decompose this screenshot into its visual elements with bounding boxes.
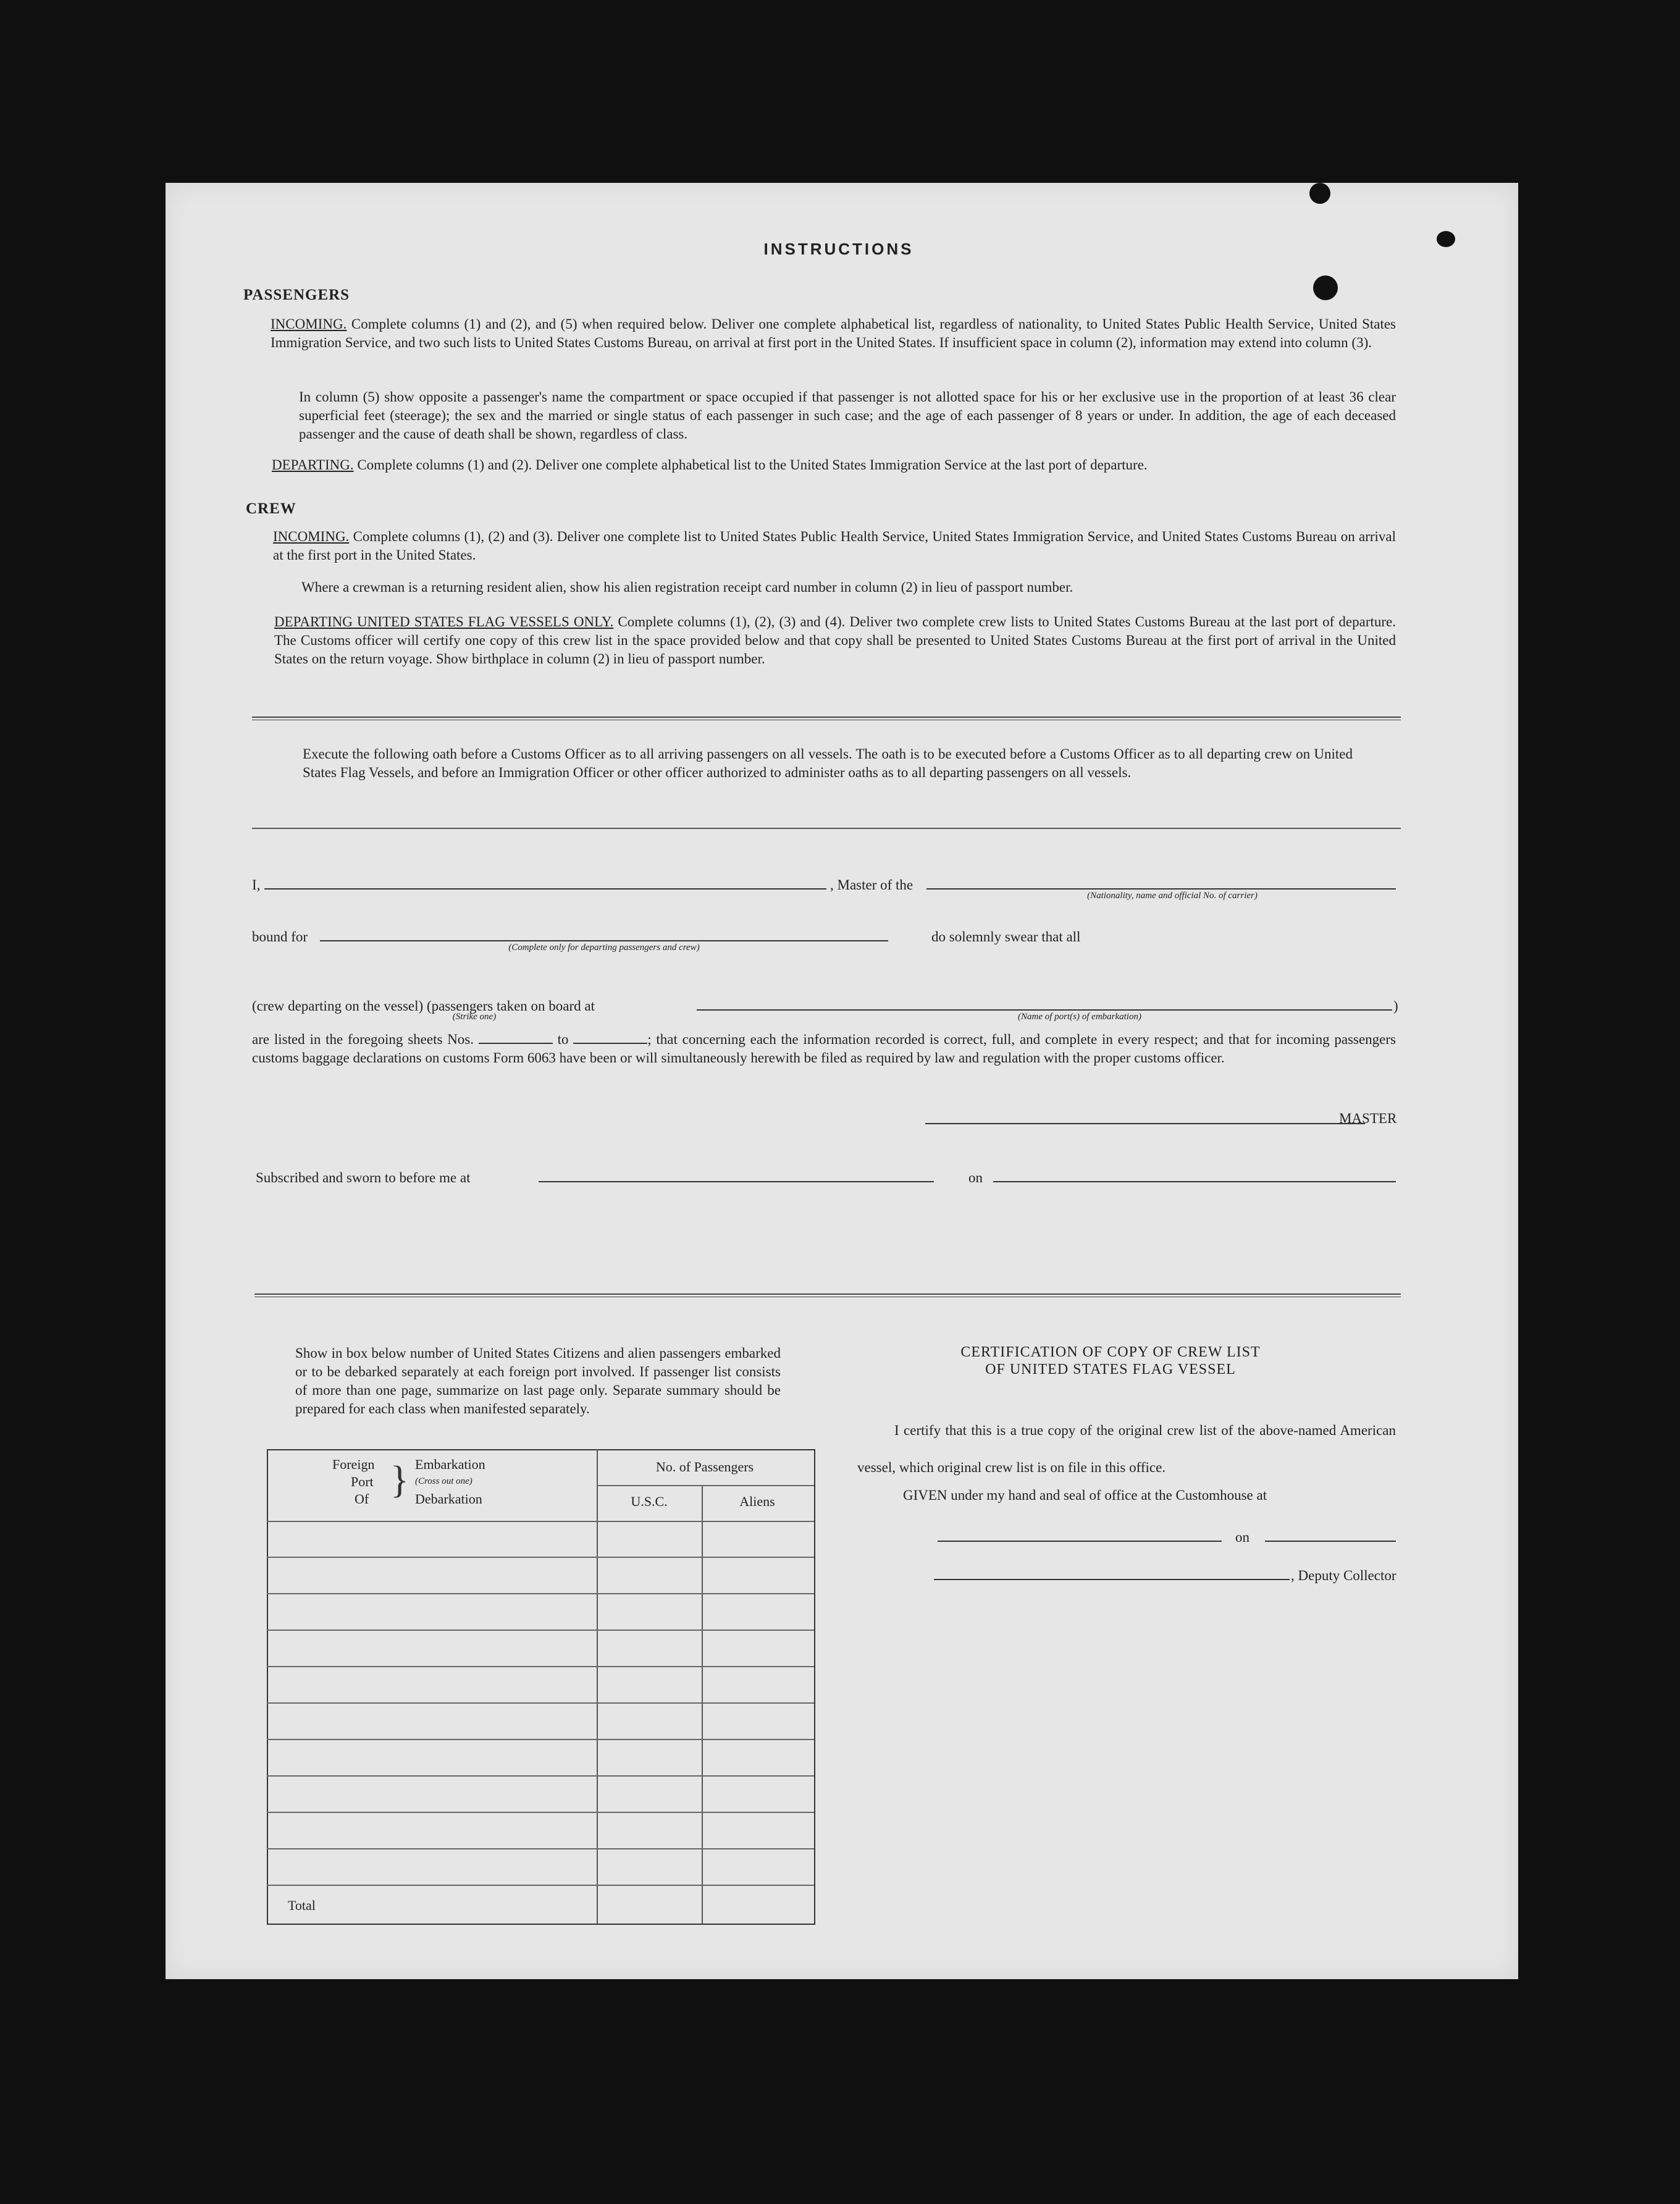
swear-label: do solemnly swear that all: [931, 929, 1081, 944]
table-row-line: [267, 1630, 814, 1631]
deputy-label: , Deputy Collector: [1291, 1568, 1396, 1583]
crew-incoming: [273, 528, 1396, 565]
total-label: Total: [288, 1898, 316, 1913]
ink-spot: [1313, 276, 1338, 300]
strike-one-hint: (Strike one): [452, 1012, 497, 1022]
port-label: Port: [351, 1474, 374, 1489]
ports-hint: (Name of port(s) of embarkation): [1018, 1012, 1141, 1022]
paren-close: ): [1393, 998, 1398, 1014]
divider: [252, 828, 1401, 829]
subscribed-label: Subscribed and sworn to before me at: [256, 1170, 471, 1185]
passengers-column5: In column (5) show opposite a passenger's name the compartment or space occupied if that passenger is not allotted space for his or her exclusive use in the proportion of at least 36 clear superficial feet (steerage); the sex and the married or single status of each passenger in such case; and the age of each passenger of 8 years or under. In addition, the age of each deceased passenger and the cause of death shall be shown, regardless of class.: [299, 389, 1396, 442]
subscribed-place-field[interactable]: [539, 1181, 934, 1182]
embarkation-label: Embarkation: [415, 1457, 485, 1472]
crew-departing-text: Complete columns (1), (2), (3) and (4). Deliver two complete crew lists to United States Customs Bureau at the last port of departure. The Customs officer will certify one copy of this crew list in the space provided below and that copy shall be presented to United States Customs Bureau at the first port of arrival in the United States on the return voyage. Show birthplace in column (2) in lieu of passport number.: [274, 614, 1396, 667]
bound-for-field[interactable]: [320, 940, 888, 941]
passengers-departing: [272, 456, 1396, 474]
master-name-field[interactable]: [264, 888, 826, 890]
table-row-line: [267, 1812, 814, 1813]
bound-for-label: bound for: [252, 929, 308, 944]
table-header-divider: [597, 1485, 814, 1486]
passengers-incoming: [271, 315, 1396, 352]
incoming-text: Complete columns (1) and (2), and (5) when required below. Deliver one complete alphabetical list, regardless of nationality, to United States Public Health Service, United States Immigration Service, and two such lists to United States Customs Bureau, on arrival at first port in the United States. If insufficient space in column (2), information may extend into column (3).: [271, 316, 1396, 350]
passengers-heading: PASSENGERS: [243, 287, 350, 303]
sheets-to-field[interactable]: [573, 1030, 647, 1044]
document-page: [166, 183, 1518, 1979]
of-label: Of: [355, 1491, 369, 1507]
page-title: INSTRUCTIONS: [763, 240, 914, 258]
no-passengers-label: No. of Passengers: [655, 1459, 754, 1474]
table-row-line: [267, 1775, 814, 1777]
usc-label: U.S.C.: [631, 1494, 668, 1509]
subscribed-on-label: on: [968, 1170, 983, 1185]
complete-hint: (Complete only for departing passengers and crew): [508, 943, 700, 953]
oath-intro: Execute the following oath before a Customs Officer as to all arriving passengers on all vessels. The oath is to be executed before a Customs Officer as to all departing crew on United States Flag Vessels, and before an Immigration Officer or other officer authorized to administer oaths as to all departing passengers on all vessels.: [303, 746, 1353, 780]
crew-departing: [274, 613, 1396, 668]
cert-date-field[interactable]: [1265, 1541, 1396, 1542]
incoming-label: INCOMING.: [271, 316, 347, 332]
master-label: MASTER: [1339, 1111, 1397, 1126]
ink-spot: [1437, 231, 1455, 247]
crew-resident: Where a crewman is a returning resident alien, show his alien registration receipt card number in column (2) in lieu of passport number.: [301, 579, 1073, 595]
departing-label: DEPARTING.: [272, 457, 354, 473]
crew-incoming-label: INCOMING.: [273, 529, 350, 544]
master-of-label: , Master of the: [830, 877, 914, 893]
table-row-line: [267, 1666, 814, 1667]
departing-text: Complete columns (1) and (2). Deliver one complete alphabetical list to the United States Immigration Service at the last port of departure.: [357, 457, 1148, 473]
oath-i-label: I,: [252, 877, 261, 893]
ports-field[interactable]: [697, 1009, 1392, 1011]
certification-heading-2: OF UNITED STATES FLAG VESSEL: [985, 1361, 1236, 1378]
certify-text: I certify that this is a true copy of the original crew list of the above-named American vessel, which original crew list is on file in this office.: [857, 1423, 1396, 1475]
summary-instructions: Show in box below number of United States Citizens and alien passengers embarked or to be debarked separately at each foreign port involved. If passenger list consists of more than one page, summarize on last page only. Separate summary should be prepared for each class when manifested separately.: [295, 1345, 781, 1416]
foreign-label: Foreign: [332, 1457, 375, 1472]
sheets-text: [252, 1030, 1396, 1067]
table-header-divider: [267, 1521, 814, 1522]
divider: [252, 717, 1401, 720]
carrier-hint: (Nationality, name and official No. of carrier): [1087, 891, 1258, 901]
crew-departing-label: DEPARTING UNITED STATES FLAG VESSELS ONLY.: [274, 614, 614, 629]
carrier-field[interactable]: [926, 888, 1396, 890]
debarkation-label: Debarkation: [415, 1491, 482, 1507]
aliens-label: Aliens: [739, 1494, 775, 1509]
table-row-line: [267, 1739, 814, 1740]
cross-out-hint: (Cross out one): [415, 1476, 472, 1486]
ink-spot: [1309, 183, 1330, 204]
divider: [254, 1293, 1401, 1297]
deputy-signature-field[interactable]: [934, 1579, 1290, 1580]
table-col-divider: [702, 1485, 703, 1924]
crew-incoming-text: Complete columns (1), (2) and (3). Deliver one complete list to United States Public Health Service, United States Immigration Service, and United States Customs Bureau on arrival at the first port in the United States.: [273, 529, 1396, 563]
brace-icon: }: [390, 1459, 409, 1501]
crew-heading: CREW: [246, 500, 296, 517]
customhouse-field[interactable]: [938, 1541, 1222, 1542]
given-text: GIVEN under my hand and seal of office at the Customhouse at: [903, 1487, 1267, 1503]
sheets-from-field[interactable]: [479, 1030, 553, 1044]
sheets-to-label: to: [557, 1032, 569, 1047]
sheets-prefix: are listed in the foregoing sheets Nos.: [252, 1032, 474, 1047]
sheets-rest: ; that concerning each the information recorded is correct, full, and complete in every respect; and that for incoming passengers customs baggage declarations on customs Form 6063 have been or will simultaneously herewith be filed as required by law and regulation with the proper customs officer.: [252, 1032, 1396, 1066]
table-row-line: [267, 1702, 814, 1704]
table-row-line: [267, 1885, 814, 1886]
crew-departing-label: (crew departing on the vessel) (passengers taken on board at: [252, 998, 595, 1014]
certification-heading-1: CERTIFICATION OF COPY OF CREW LIST: [960, 1344, 1261, 1360]
table-row-line: [267, 1557, 814, 1558]
cert-on-label: on: [1235, 1529, 1250, 1545]
table-row-line: [267, 1848, 814, 1849]
subscribed-date-field[interactable]: [993, 1181, 1396, 1182]
table-row-line: [267, 1593, 814, 1594]
master-signature-field[interactable]: [925, 1123, 1365, 1124]
